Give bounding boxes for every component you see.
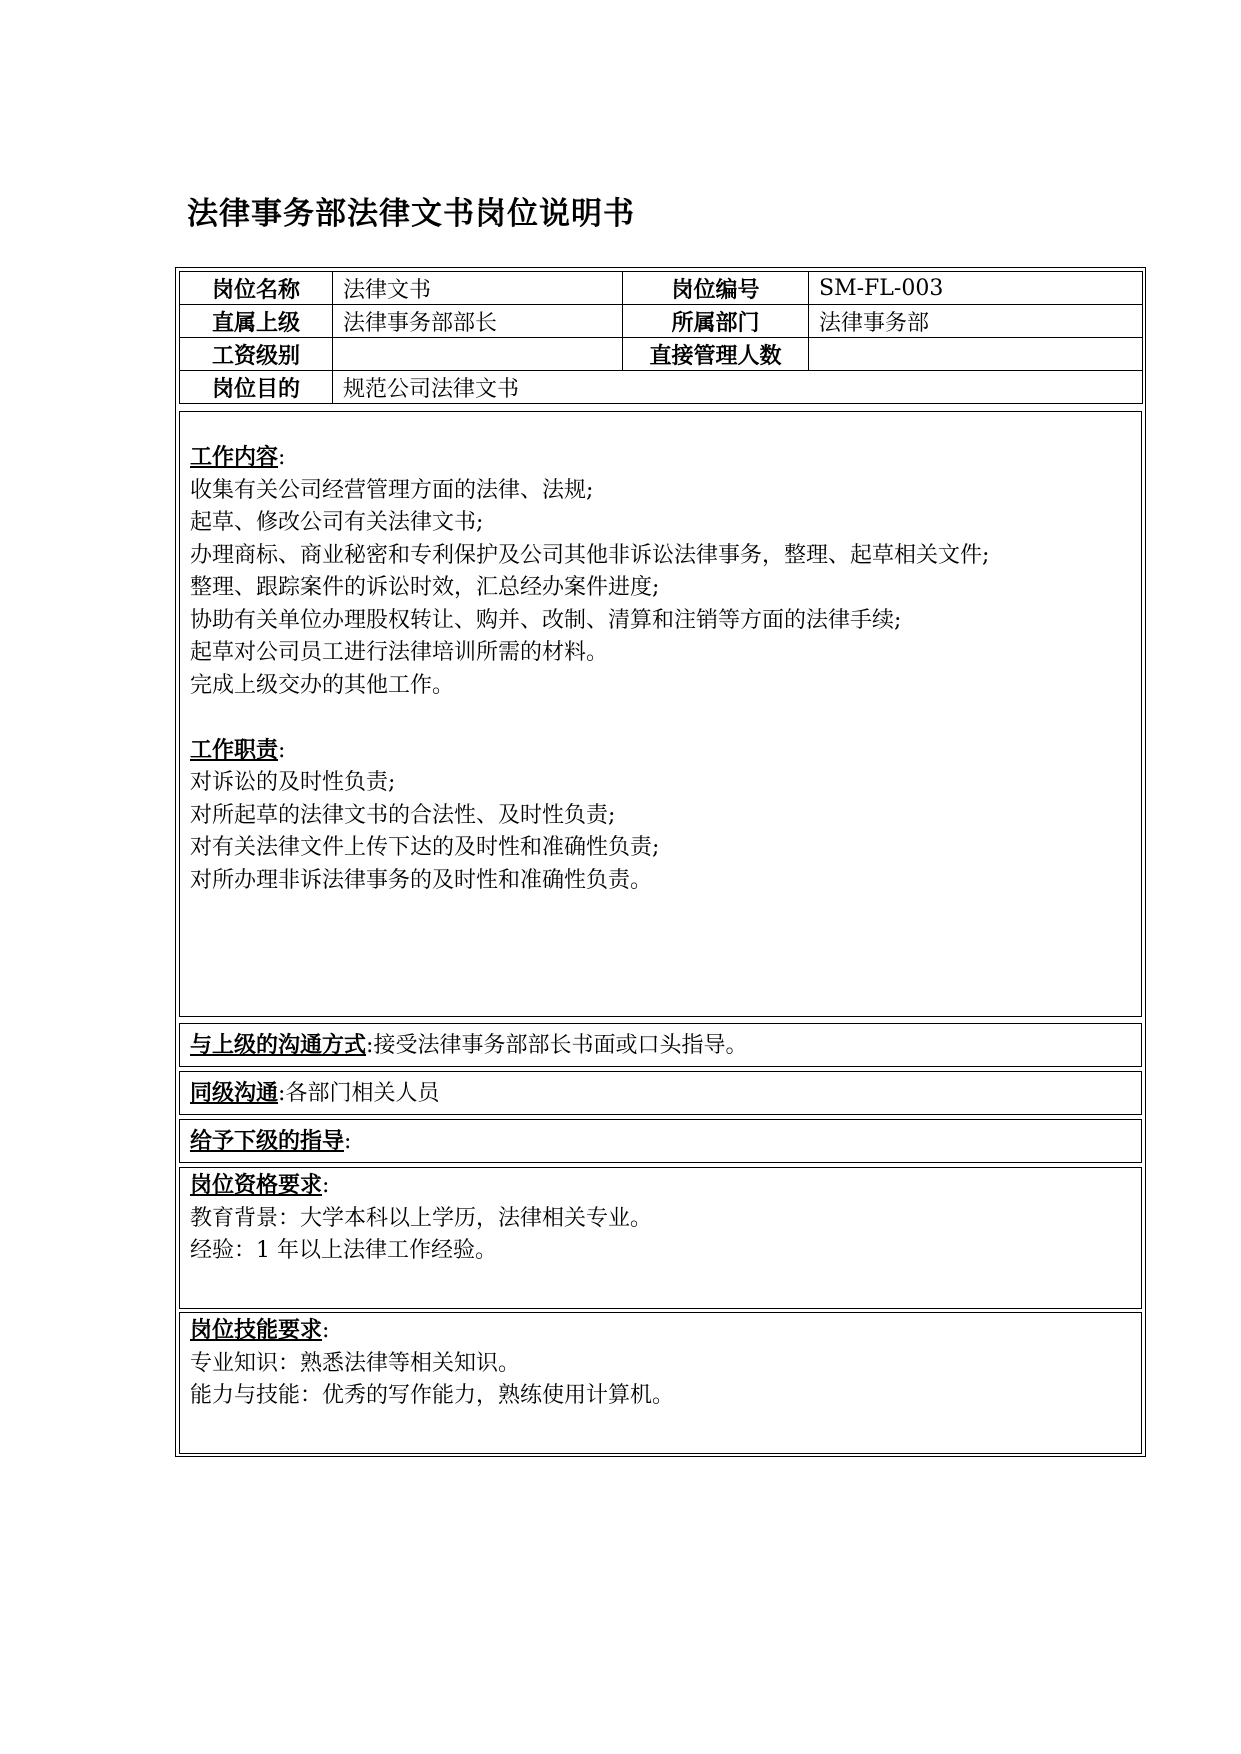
responsibility-item: 对诉讼的及时性负责; <box>190 770 396 795</box>
subordinate-guidance-heading: 给予下级的指导 <box>190 1129 345 1154</box>
qualification-item: 教育背景：大学本科以上学历，法律相关专业。 <box>190 1205 653 1231</box>
position-code-label: 岗位编号 <box>623 272 809 305</box>
heading-colon: : <box>366 1033 374 1058</box>
direct-reports-value <box>809 338 1143 371</box>
peer-communication-row <box>179 1071 1142 1115</box>
direct-reports-label: 直接管理人数 <box>623 338 809 371</box>
work-content-heading-line <box>190 442 1131 475</box>
document-title: 法律事务部法律文书岗位说明书 <box>187 196 635 232</box>
work-content-item: 整理、跟踪案件的诉讼时效，汇总经办案件进度; <box>190 575 660 600</box>
position-code-value: SM-FL-003 <box>809 272 1143 305</box>
salary-grade-label: 工资级别 <box>180 338 333 371</box>
skills-heading: 岗位技能要求 <box>190 1318 323 1343</box>
skills-heading-line <box>190 1315 1131 1348</box>
upward-communication-heading: 与上级的沟通方式 <box>190 1033 367 1058</box>
info-row <box>180 338 1143 371</box>
work-content-item: 完成上级交办的其他工作。 <box>190 672 455 698</box>
responsibilities-heading: 工作职责 <box>190 737 279 763</box>
subordinate-guidance-row <box>179 1119 1142 1163</box>
purpose-label: 岗位目的 <box>180 371 333 404</box>
heading-colon: : <box>278 445 286 470</box>
heading-colon: : <box>278 737 286 763</box>
info-row <box>180 371 1143 404</box>
heading-colon: : <box>344 1129 352 1154</box>
skill-item: 专业知识：熟悉法律等相关知识。 <box>190 1350 521 1376</box>
department-label: 所属部门 <box>623 305 809 338</box>
position-info-table <box>179 271 1143 404</box>
work-content-item: 收集有关公司经营管理方面的法律、法规; <box>190 477 594 503</box>
responsibility-item: 对所办理非诉法律事务的及时性和准确性负责。 <box>190 867 653 893</box>
duties-section <box>179 411 1142 1017</box>
purpose-value: 规范公司法律文书 <box>333 371 1143 404</box>
supervisor-value: 法律事务部部长 <box>333 305 623 338</box>
qualifications-heading-line <box>190 1170 1131 1203</box>
work-content-heading: 工作内容 <box>190 445 279 470</box>
position-name-value: 法律文书 <box>333 272 623 305</box>
work-content-item: 办理商标、商业秘密和专利保护及公司其他非诉讼法律事务，整理、起草相关文件; <box>190 542 990 568</box>
position-name-label: 岗位名称 <box>180 272 333 305</box>
qualifications-heading: 岗位资格要求 <box>190 1173 323 1198</box>
peer-communication-heading: 同级沟通 <box>190 1081 279 1106</box>
upward-communication-row <box>179 1023 1142 1067</box>
skills-section <box>179 1312 1142 1454</box>
qualification-item: 经验：1 年以上法律工作经验。 <box>190 1238 497 1263</box>
heading-colon: : <box>322 1318 330 1343</box>
peer-communication-text: 各部门相关人员 <box>285 1081 440 1106</box>
heading-colon: : <box>278 1081 286 1106</box>
salary-grade-value <box>333 338 623 371</box>
info-row <box>180 305 1143 338</box>
responsibility-item: 对所起草的法律文书的合法性、及时性负责; <box>190 802 616 828</box>
work-content-item: 起草对公司员工进行法律培训所需的材料。 <box>190 640 609 665</box>
job-description-form <box>175 267 1146 1457</box>
supervisor-label: 直属上级 <box>180 305 333 338</box>
responsibilities-heading-line <box>190 735 1131 768</box>
spacer <box>190 702 1131 735</box>
department-value: 法律事务部 <box>809 305 1143 338</box>
skill-item: 能力与技能：优秀的写作能力，熟练使用计算机。 <box>190 1383 675 1408</box>
upward-communication-text: 接受法律事务部部长书面或口头指导。 <box>373 1033 748 1058</box>
work-content-item: 协助有关单位办理股权转让、购并、改制、清算和注销等方面的法律手续; <box>190 607 902 633</box>
info-row <box>180 272 1143 305</box>
qualifications-section <box>179 1167 1142 1309</box>
responsibility-item: 对有关法律文件上传下达的及时性和准确性负责; <box>190 835 660 860</box>
work-content-item: 起草、修改公司有关法律文书; <box>190 510 484 535</box>
heading-colon: : <box>322 1173 330 1198</box>
